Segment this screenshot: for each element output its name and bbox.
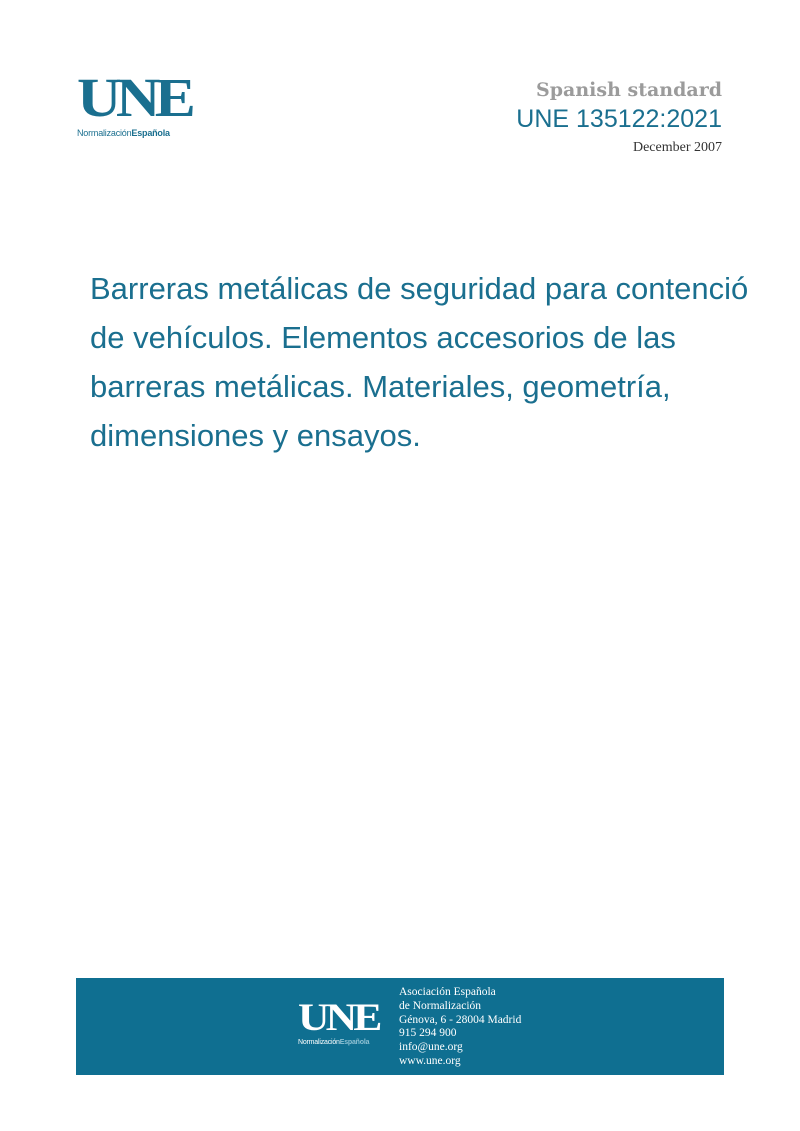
- standard-date: December 2007: [632, 140, 722, 155]
- footer-phone: 915 294 900: [399, 1027, 457, 1040]
- footer-org-line-2: de Normalización: [399, 999, 482, 1012]
- logo-sub-normalizacion: Normalización: [77, 128, 132, 138]
- standard-header: [516, 76, 722, 160]
- standard-type: Spanish standard: [536, 79, 722, 101]
- footer-logo-subtitle: [298, 1039, 388, 1046]
- footer-une-logo: [298, 996, 388, 1046]
- document-title: Barreras metálicas de seguridad para contenció de vehículos. Elementos accesorios de las barreras metálicas. Materiales, geometría, dimensiones y ensayos.: [90, 271, 749, 453]
- une-logo-subtitle: [77, 128, 197, 138]
- une-logo: [77, 67, 197, 138]
- footer-street-address: Génova, 6 - 28004 Madrid: [399, 1013, 522, 1026]
- footer-org-line-1: Asociación Española: [399, 986, 496, 998]
- footer-email: info@une.org: [399, 1041, 463, 1054]
- standard-code: UNE 135122:2021: [516, 105, 722, 133]
- footer-banner: [76, 978, 724, 1075]
- footer-address: [399, 986, 521, 1069]
- logo-sub-espanola: Española: [131, 128, 170, 138]
- footer-logo-sub-normalizacion: Normalización: [298, 1039, 340, 1046]
- une-logo-mark: UNE: [77, 67, 191, 128]
- footer-website: www.une.org: [399, 1054, 461, 1067]
- footer-logo-mark: UNE: [298, 996, 379, 1039]
- footer-logo-sub-espanola: Española: [339, 1039, 370, 1046]
